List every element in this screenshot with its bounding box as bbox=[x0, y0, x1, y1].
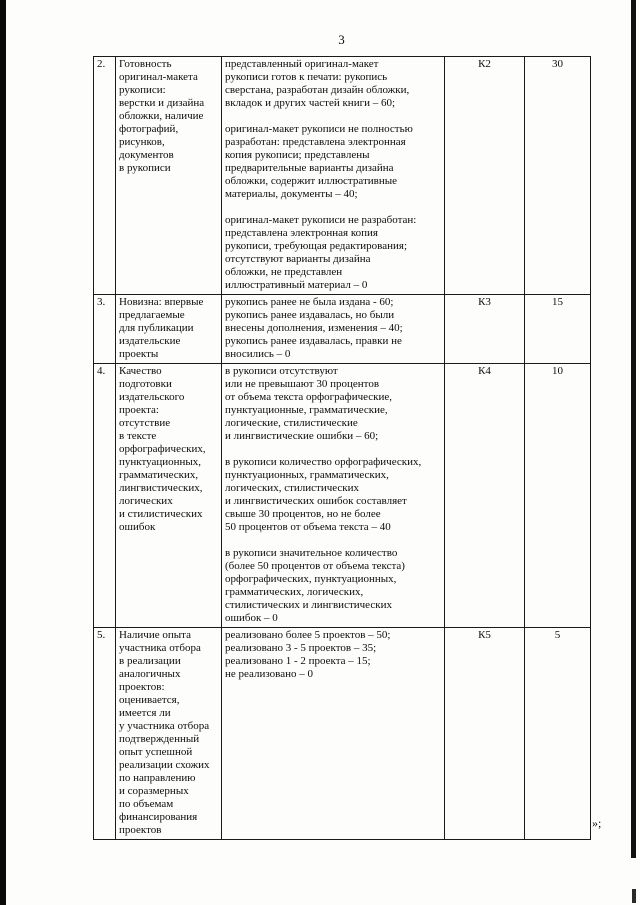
text-line: у участника отбора bbox=[119, 720, 210, 732]
points-cell: 30 bbox=[525, 57, 591, 295]
criterion-cell bbox=[116, 628, 222, 840]
text-line: логических bbox=[119, 495, 173, 507]
text-line: в рукописи отсутствуют bbox=[225, 365, 338, 377]
text-line: предварительные варианты дизайна bbox=[225, 162, 394, 174]
description-paragraph bbox=[225, 456, 441, 534]
closing-quote-mark: »; bbox=[592, 816, 602, 830]
text-line: отсутствие bbox=[119, 417, 171, 429]
text-line: издательского bbox=[119, 391, 185, 403]
text-line: фотографий, bbox=[119, 123, 179, 135]
text-line: аналогичных bbox=[119, 668, 181, 680]
description-cell bbox=[222, 57, 445, 295]
text-line: рукописи, требующая редактирования; bbox=[225, 240, 407, 252]
text-line: в рукописи значительное количество bbox=[225, 547, 398, 559]
table-row bbox=[94, 364, 591, 628]
row-number-cell: 4. bbox=[94, 364, 116, 628]
text-line: пунктуационных, грамматических, bbox=[225, 469, 389, 481]
criterion-cell bbox=[116, 57, 222, 295]
text-line: ошибок bbox=[119, 521, 156, 533]
text-line: обложки, не представлен bbox=[225, 266, 343, 278]
text-line: реализовано 3 - 5 проектов – 35; bbox=[225, 642, 377, 654]
description-paragraph bbox=[225, 547, 441, 625]
text-line: документов bbox=[119, 149, 174, 161]
code-cell: К3 bbox=[445, 295, 525, 364]
text-line: копия рукописи; представлены bbox=[225, 149, 370, 161]
table-row bbox=[94, 628, 591, 840]
description-paragraph bbox=[225, 629, 441, 681]
text-line: и соразмерных bbox=[119, 785, 189, 797]
text-line: внесены дополнения, изменения – 40; bbox=[225, 322, 403, 334]
text-line: лингвистических, bbox=[119, 482, 203, 494]
text-line: орфографических, пунктуационных, bbox=[225, 573, 397, 585]
text-line: пунктуационные, грамматические, bbox=[225, 404, 388, 416]
description-cell bbox=[222, 364, 445, 628]
row-number-cell: 5. bbox=[94, 628, 116, 840]
code-cell: К2 bbox=[445, 57, 525, 295]
description-paragraph bbox=[225, 123, 441, 201]
scan-edge-right-blob bbox=[632, 889, 636, 903]
text-line: издательские bbox=[119, 335, 181, 347]
text-line: Готовность bbox=[119, 58, 172, 70]
text-line: грамматических, логических, bbox=[225, 586, 364, 598]
text-line: рукописи готов к печати: рукопись bbox=[225, 71, 388, 83]
page-number: 3 bbox=[338, 32, 345, 47]
text-line: в тексте bbox=[119, 430, 157, 442]
text-line: логические, стилистические bbox=[225, 417, 358, 429]
text-line: обложки, наличие bbox=[119, 110, 204, 122]
scan-edge-left bbox=[0, 0, 6, 905]
criteria-table-body bbox=[94, 57, 591, 840]
text-line: подготовки bbox=[119, 378, 172, 390]
text-line: стилистических и лингвистических bbox=[225, 599, 392, 611]
text-line: оригинал-макета bbox=[119, 71, 198, 83]
text-line: или не превышают 30 процентов bbox=[225, 378, 380, 390]
text-line: логических, стилистических bbox=[225, 482, 360, 494]
text-line: в реализации bbox=[119, 655, 181, 667]
text-line: ошибок – 0 bbox=[225, 612, 278, 624]
points-cell: 5 bbox=[525, 628, 591, 840]
text-line: по объемам bbox=[119, 798, 174, 810]
text-line: опыт успешной bbox=[119, 746, 193, 758]
text-line: 50 процентов от объема текста – 40 bbox=[225, 521, 391, 533]
text-line: в рукописи количество орфографических, bbox=[225, 456, 422, 468]
text-line: свыше 30 процентов, но не более bbox=[225, 508, 381, 520]
text-line: реализовано более 5 проектов – 50; bbox=[225, 629, 391, 641]
row-number-cell: 2. bbox=[94, 57, 116, 295]
text-line: вносились – 0 bbox=[225, 348, 291, 360]
code-cell: К5 bbox=[445, 628, 525, 840]
description-cell bbox=[222, 295, 445, 364]
criterion-cell bbox=[116, 295, 222, 364]
text-line: вкладок и других частей книги – 60; bbox=[225, 97, 396, 109]
text-line: представленный оригинал-макет bbox=[225, 58, 379, 70]
description-paragraph bbox=[225, 296, 441, 361]
text-line: пунктуационных, bbox=[119, 456, 202, 468]
text-line: верстки и дизайна bbox=[119, 97, 205, 109]
row-number-cell: 3. bbox=[94, 295, 116, 364]
text-line: Качество bbox=[119, 365, 162, 377]
description-cell bbox=[222, 628, 445, 840]
text-line: по направлению bbox=[119, 772, 196, 784]
scan-edge-right bbox=[631, 0, 636, 858]
text-line: отсутствуют варианты дизайна bbox=[225, 253, 371, 265]
text-line: рукопись ранее издавалась, правки не bbox=[225, 335, 402, 347]
text-line: проектов: bbox=[119, 681, 165, 693]
table-row bbox=[94, 295, 591, 364]
text-line: оригинал-макет рукописи не разработан: bbox=[225, 214, 417, 226]
text-line: Новизна: впервые bbox=[119, 296, 204, 308]
text-line: разработан: представлена электронная bbox=[225, 136, 406, 148]
text-line: имеется ли bbox=[119, 707, 171, 719]
text-line: финансирования bbox=[119, 811, 198, 823]
text-line: в рукописи bbox=[119, 162, 171, 174]
text-line: реализовано 1 - 2 проекта – 15; bbox=[225, 655, 371, 667]
points-cell: 10 bbox=[525, 364, 591, 628]
text-line: рукописи: bbox=[119, 84, 166, 96]
table-row bbox=[94, 57, 591, 295]
text-line: Наличие опыта bbox=[119, 629, 191, 641]
text-line: представлена электронная копия bbox=[225, 227, 378, 239]
text-line: подтвержденный bbox=[119, 733, 200, 745]
text-line: не реализовано – 0 bbox=[225, 668, 313, 680]
description-paragraph bbox=[225, 365, 441, 443]
criteria-table bbox=[93, 56, 591, 840]
text-line: проектов bbox=[119, 824, 162, 836]
text-line: рисунков, bbox=[119, 136, 165, 148]
criterion-cell bbox=[116, 364, 222, 628]
text-line: материалы, документы – 40; bbox=[225, 188, 358, 200]
points-cell: 15 bbox=[525, 295, 591, 364]
text-line: и лингвистические ошибки – 60; bbox=[225, 430, 379, 442]
description-paragraph bbox=[225, 58, 441, 110]
text-line: рукопись ранее не была издана - 60; bbox=[225, 296, 394, 308]
description-paragraph bbox=[225, 214, 441, 292]
text-line: для публикации bbox=[119, 322, 194, 334]
text-line: иллюстративный материал – 0 bbox=[225, 279, 368, 291]
text-line: предлагаемые bbox=[119, 309, 185, 321]
text-line: проекты bbox=[119, 348, 159, 360]
text-line: проекта: bbox=[119, 404, 159, 416]
text-line: оценивается, bbox=[119, 694, 180, 706]
text-line: оригинал-макет рукописи не полностью bbox=[225, 123, 413, 135]
text-line: реализации схожих bbox=[119, 759, 210, 771]
text-line: грамматических, bbox=[119, 469, 199, 481]
text-line: орфографических, bbox=[119, 443, 206, 455]
text-line: сверстана, разработан дизайн обложки, bbox=[225, 84, 410, 96]
text-line: обложки, содержит иллюстративные bbox=[225, 175, 398, 187]
text-line: от объема текста орфографические, bbox=[225, 391, 393, 403]
text-line: рукопись ранее издавалась, но были bbox=[225, 309, 395, 321]
text-line: (более 50 процентов от объема текста) bbox=[225, 560, 405, 572]
text-line: и лингвистических ошибок составляет bbox=[225, 495, 407, 507]
text-line: и стилистических bbox=[119, 508, 203, 520]
text-line: участника отбора bbox=[119, 642, 201, 654]
code-cell: К4 bbox=[445, 364, 525, 628]
